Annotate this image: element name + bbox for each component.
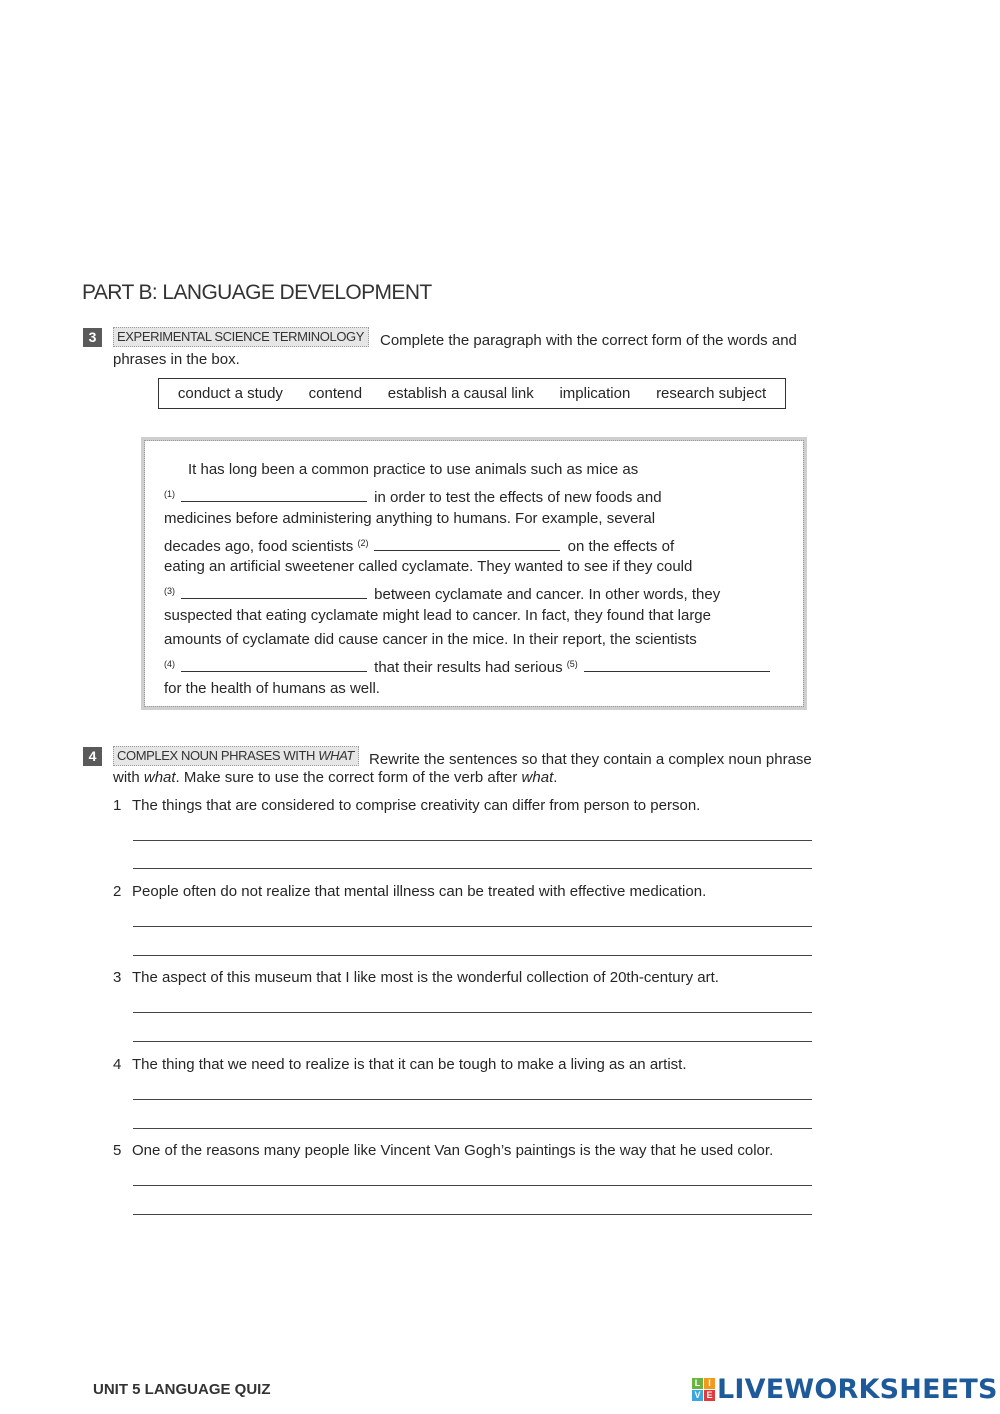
exercise-3-instruction-line1: Complete the paragraph with the correct form of the words and: [380, 332, 797, 349]
answer-blank-3[interactable]: [181, 584, 367, 599]
blank-number: (2): [357, 537, 369, 548]
logo-letter: E: [704, 1390, 715, 1401]
answer-line[interactable]: [133, 1099, 812, 1100]
item-number: 2: [113, 883, 122, 900]
item-text: The aspect of this museum that I like most is the wonderful collection of 20th-century art.: [132, 969, 719, 986]
item-text: The things that are considered to comprise creativity can differ from person to person.: [132, 797, 701, 814]
exercise-3-instruction-line2: phrases in the box.: [113, 351, 240, 368]
paragraph-box: [141, 437, 807, 710]
item-number: 5: [113, 1142, 122, 1159]
word-box: [158, 378, 786, 409]
answer-blank-2[interactable]: [374, 536, 560, 551]
logo-letter: I: [704, 1378, 715, 1389]
paragraph-text: in order to test the effects of new foods and: [374, 489, 662, 507]
list-item: [113, 883, 706, 900]
answer-line[interactable]: [133, 868, 812, 869]
exercise-4-heading-text: COMPLEX NOUN PHRASES WITH: [117, 748, 316, 763]
paragraph-line: amounts of cyclamate did cause cancer in the mice. In their report, the scientists: [164, 631, 697, 649]
list-item: [113, 969, 719, 986]
paragraph-line: It has long been a common practice to use animals such as mice as: [188, 461, 639, 478]
logo-letter: L: [692, 1378, 703, 1389]
paragraph-text: between cyclamate and cancer. In other words, they: [374, 586, 721, 604]
answer-line[interactable]: [133, 840, 812, 841]
answer-line[interactable]: [133, 926, 812, 927]
paragraph-line: eating an artificial sweetener called cyclamate. They wanted to see if they could: [164, 558, 693, 576]
blank-number: (1): [164, 489, 175, 500]
instruction-italic: what: [521, 769, 554, 786]
answer-line[interactable]: [133, 1128, 812, 1129]
item-text: One of the reasons many people like Vincent Van Gogh’s paintings is the way that he used color.: [132, 1142, 774, 1159]
word-box-item: conduct a study: [177, 385, 283, 402]
paragraph-text: that their results had serious: [374, 659, 563, 677]
paragraph-line: medicines before administering anything to humans. For example, several: [164, 509, 656, 527]
exercise-4-instruction-line1: Rewrite the sentences so that they contain a complex noun phrase: [369, 751, 812, 768]
exercise-4-instruction-line2: [113, 768, 557, 787]
item-text: The thing that we need to realize is that it can be tough to make a living as an artist.: [132, 1056, 687, 1073]
paragraph-line: [164, 652, 794, 676]
answer-line[interactable]: [133, 1214, 812, 1215]
word-box-item: implication: [559, 385, 631, 402]
answer-line[interactable]: [133, 1041, 812, 1042]
paragraph-line: suspected that eating cyclamate might lead to cancer. In fact, they found that large: [164, 606, 711, 624]
unit-label: UNIT 5 LANGUAGE QUIZ: [93, 1381, 271, 1398]
list-item: [113, 1142, 773, 1159]
logo-icon: [692, 1378, 715, 1401]
answer-blank-1[interactable]: [181, 487, 367, 502]
exercise-3-heading: EXPERIMENTAL SCIENCE TERMINOLOGY: [113, 327, 369, 347]
paragraph-text: decades ago, food scientists: [164, 537, 354, 555]
answer-line[interactable]: [133, 1185, 812, 1186]
paragraph-line: [164, 482, 794, 506]
exercise-4-heading: [113, 746, 359, 766]
exercise-4-heading-italic: WHAT: [318, 748, 354, 763]
blank-number: (4): [164, 659, 175, 670]
blank-number: (5): [566, 659, 578, 670]
answer-blank-5[interactable]: [584, 657, 770, 672]
instruction-italic: what: [143, 769, 176, 786]
blank-number: (3): [164, 586, 175, 597]
paragraph-line: [164, 531, 794, 555]
exercise-3-number: 3: [83, 328, 102, 347]
logo-text: LIVEWORKSHEETS: [717, 1373, 998, 1405]
paragraph-text: on the effects of: [567, 537, 675, 555]
list-item: [113, 797, 700, 814]
item-text: People often do not realize that mental illness can be treated with effective medication.: [132, 883, 707, 900]
answer-line[interactable]: [133, 955, 812, 956]
answer-blank-4[interactable]: [181, 657, 367, 672]
exercise-4-number: 4: [83, 747, 102, 766]
word-box-item: research subject: [656, 385, 767, 402]
liveworksheets-logo[interactable]: [692, 1375, 998, 1403]
item-number: 1: [113, 797, 122, 814]
word-box-item: establish a causal link: [387, 385, 534, 402]
paragraph-line: [164, 579, 794, 603]
instruction-text: with: [113, 769, 140, 786]
logo-letter: V: [692, 1390, 703, 1401]
paragraph-line: for the health of humans as well.: [164, 679, 380, 697]
item-number: 4: [113, 1056, 122, 1073]
answer-line[interactable]: [133, 1012, 812, 1013]
word-box-item: contend: [308, 385, 363, 402]
instruction-text: .: [553, 769, 558, 786]
item-number: 3: [113, 969, 122, 986]
part-title: PART B: LANGUAGE DEVELOPMENT: [82, 281, 432, 304]
instruction-text: . Make sure to use the correct form of the verb after: [175, 769, 518, 786]
list-item: [113, 1056, 687, 1073]
